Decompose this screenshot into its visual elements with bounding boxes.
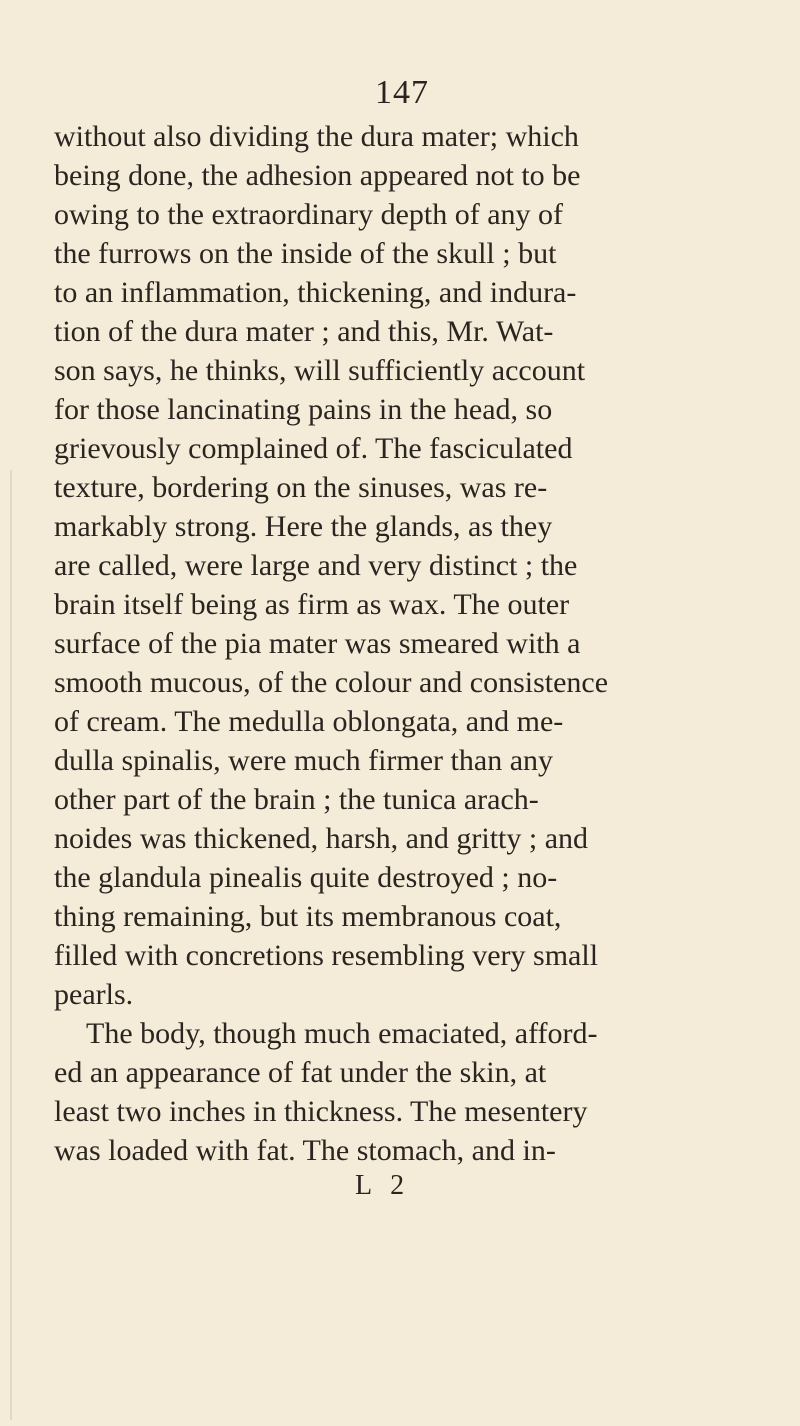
text-line-4: the furrows on the inside of the skull ; but [54,237,557,270]
page-number: 147 [375,74,429,111]
text-line-5: to an inflammation, thickening, and indura- [54,276,577,309]
text-line-16: of cream. The medulla oblongata, and me- [54,705,564,738]
text-line-2: being done, the adhesion appeared not to be [54,159,581,192]
text-line-27: was loaded with fat. The stomach, and in- [54,1134,556,1167]
text-line-26: least two inches in thickness. The mesentery [54,1095,588,1128]
text-line-8: for those lancinating pains in the head, so [54,393,553,426]
text-line-9: grievously complained of. The fasciculated [54,432,573,465]
text-line-17: dulla spinalis, were much firmer than any [54,744,554,777]
signature-mark: L 2 [355,1170,411,1201]
page-edge-shadow [10,470,12,1420]
text-line-7: son says, he thinks, will sufficiently account [54,354,586,387]
text-line-24: The body, though much emaciated, afford- [86,1017,598,1050]
text-line-23: pearls. [54,978,134,1011]
text-line-18: other part of the brain ; the tunica arach- [54,783,539,816]
text-line-3: owing to the extraordinary depth of any of [54,198,564,231]
text-line-20: the glandula pinealis quite destroyed ; no- [54,861,558,894]
text-line-11: markably strong. Here the glands, as they [54,510,553,543]
text-line-22: filled with concretions resembling very small [54,939,599,972]
text-line-15: smooth mucous, of the colour and consistence [54,666,609,699]
text-line-10: texture, bordering on the sinuses, was re- [54,471,548,504]
text-line-25: ed an appearance of fat under the skin, at [54,1056,547,1089]
text-line-1: without also dividing the dura mater; which [54,120,579,153]
text-line-21: thing remaining, but its membranous coat, [54,900,562,933]
text-line-12: are called, were large and very distinct ; the [54,549,578,582]
text-line-6: tion of the dura mater ; and this, Mr. Wat- [54,315,554,348]
text-line-19: noides was thickened, harsh, and gritty ; and [54,822,589,855]
text-line-14: surface of the pia mater was smeared with a [54,627,581,660]
text-line-13: brain itself being as firm as wax. The outer [54,588,570,621]
